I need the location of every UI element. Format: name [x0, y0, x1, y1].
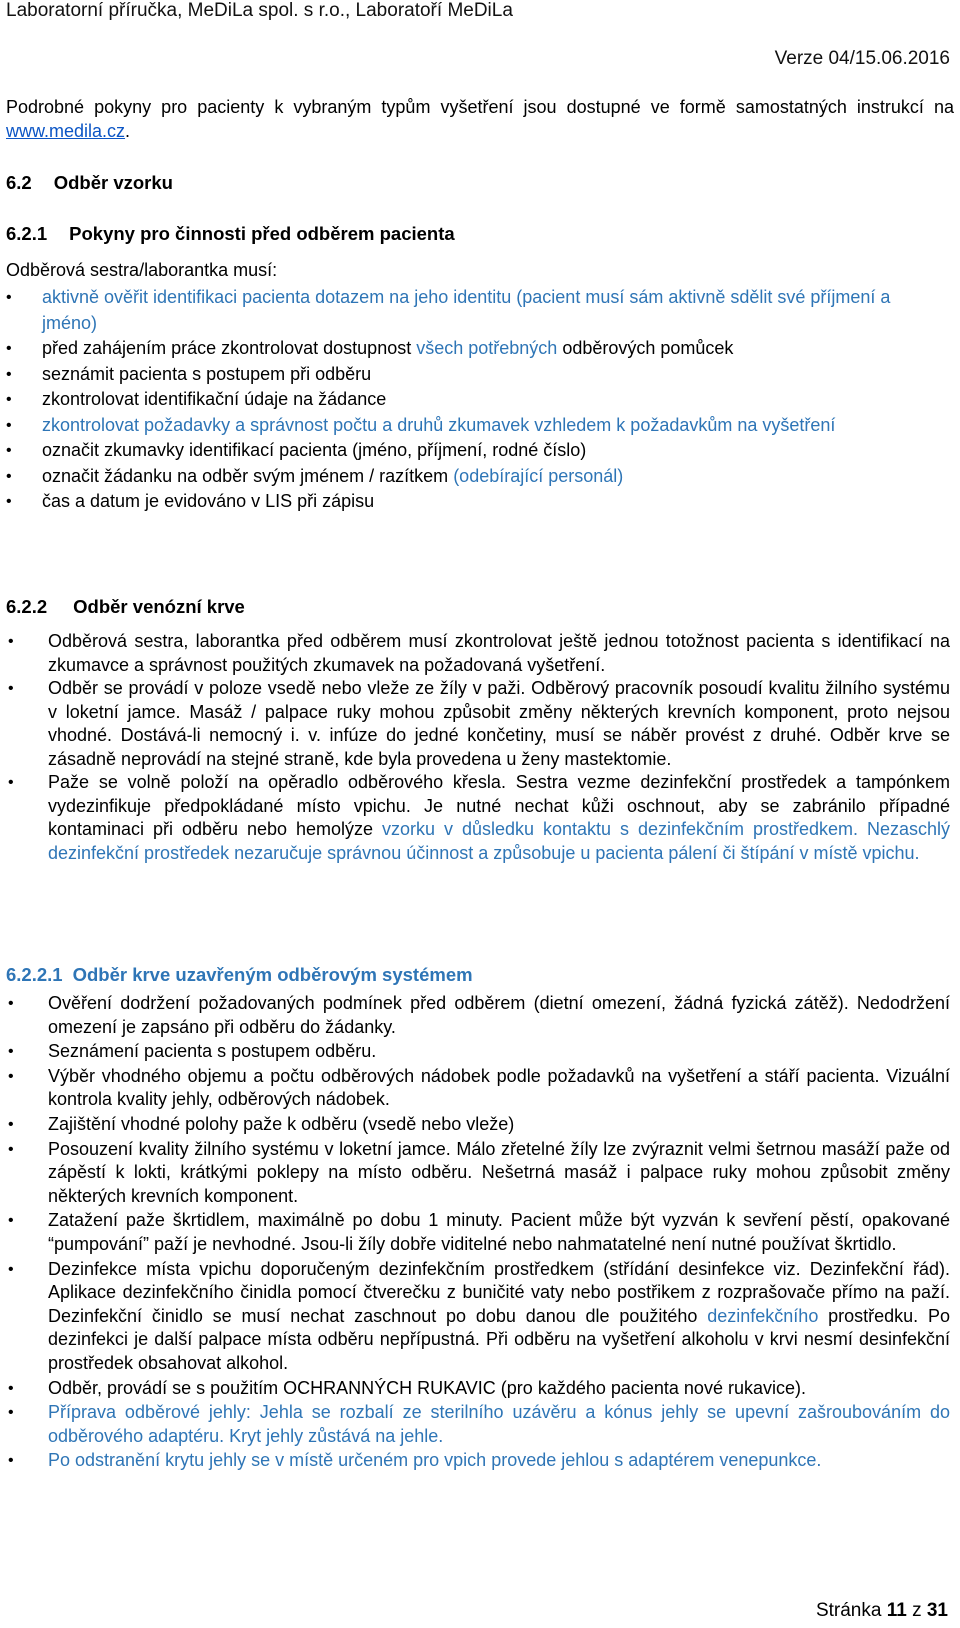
list-item-text: aktivně ověřit identifikaci pacienta dotazem na jeho identitu (pacient musí sám aktivně sdělit své příjmení a jméno)	[42, 287, 891, 333]
section-title: Odběr krve uzavřeným odběrovým systémem	[72, 964, 473, 985]
version-label: Verze 04/15.06.2016	[774, 48, 950, 69]
pre-collection-checklist	[42, 285, 950, 515]
list-item	[48, 1209, 950, 1256]
footer-sep: z	[912, 1600, 922, 1621]
intro-text-end: .	[125, 121, 131, 141]
section-number: 6.2.1	[6, 223, 48, 244]
list-item	[48, 992, 950, 1039]
list-item	[42, 387, 950, 413]
page-footer	[816, 1600, 948, 1622]
list-item-text: Posouzení kvality žilního systému v loketní jamce. Málo zřetelné žíly lze zvýraznit velmi šetrnou masáží paže od zápěstí k lokti, krátkými poklepy na místo odběru. Nešetrná masáž i palpace ruky mohou způsobit změny některých krevních komponent.	[48, 1138, 950, 1206]
list-item-text: zkontrolovat identifikační údaje na žádance	[42, 389, 387, 409]
list-item-text: prostředku. Po dezinfekci je další palpace místa odběru nepřípustná. Při odběru na vyšetření alkoholu v krvi nesmí desinfekční prostředek obsahovat alkohol.	[48, 1305, 950, 1373]
list-item-text: (odebírající personál)	[453, 465, 624, 486]
list-item-text: Po odstranění krytu jehly se v místě určeném pro vpich provede jehlou s adaptérem venepunkce.	[48, 1450, 822, 1471]
list-item	[48, 771, 950, 865]
venous-blood-list	[48, 630, 950, 865]
list-item	[42, 336, 950, 362]
list-item	[42, 438, 950, 464]
section-title: Pokyny pro činnosti před odběrem pacienta	[69, 223, 455, 244]
heading-6-2-1	[6, 223, 455, 245]
list-item-text: před zahájením práce zkontrolovat dostupnost	[42, 338, 417, 358]
intro-paragraph	[6, 95, 954, 143]
list-item	[48, 630, 950, 677]
list-item	[42, 489, 950, 515]
heading-6-2-2-1	[6, 964, 473, 986]
list-item-text: označit žádanku na odběr svým jménem / razítkem	[42, 465, 454, 486]
list-item	[48, 1258, 950, 1376]
list-item-text: čas a datum je evidováno v LIS při zápisu	[42, 491, 375, 511]
list-item	[42, 362, 950, 388]
intro-text: Podrobné pokyny pro pacienty k vybraným typům vyšetření jsou dostupné ve formě samostatných instrukcí na	[6, 97, 954, 117]
list-item-text: Odběrová sestra, laborantka před odběrem musí zkontrolovat ještě jednou totožnost pacienta s identifikací na zkumavce a správnost použitých zkumavek na požadovaná vyšetření.	[48, 631, 950, 675]
list-item	[48, 1401, 950, 1448]
list-item-text: Dezinfekce místa vpichu doporučeným dezinfekčním prostředkem (střídání desinfekce viz. Dezinfekční řád). Aplikace dezinfekčního činidla pomocí čtverečku z buničité vaty nebo postřikem z rozprašovače přímo na paží. Dezinfekční činidlo se musí nechat zaschnout po dobu danou dle použitého	[48, 1258, 950, 1326]
lead-text: Odběrová sestra/laborantka musí:	[6, 260, 278, 280]
list-item-text: označit zkumavky identifikací pacienta (jméno, příjmení, rodné číslo)	[42, 440, 587, 460]
list-item	[42, 413, 950, 439]
list-item-text: Seznámení pacienta s postupem odběru.	[48, 1041, 377, 1062]
list-item-text: Výběr vhodného objemu a počtu odběrových nádobek podle požadavků na vyšetření a stáří pacienta. Vizuální kontrola kvality jehly, odběrových nádobek.	[48, 1065, 950, 1110]
list-item	[48, 1065, 950, 1112]
list-item	[48, 677, 950, 771]
list-item-text: vzorku v důsledku kontaktu s dezinfekčním prostředkem. Nezaschlý dezinfekční prostředek nezaručuje správnou účinnost a způsobuje u pacienta pálení či štípání v místě vpichu.	[48, 819, 950, 863]
section-title: Odběr vzorku	[53, 172, 173, 193]
list-item-text: Ověření dodržení požadovaných podmínek před odběrem (dietní omezení, žádná fyzická zátěž). Nedodržení omezení je zapsáno při odběru do žádanky.	[48, 993, 950, 1037]
list-item-text: Zatažení paže škrtidlem, maximálně po dobu 1 minuty. Pacient může být vyzván k sevření pěstí, opakované “pumpování” paží je nevhodné. Jsou-li žíly dobře viditelné nebo nahmatatelné není nutné používat škrtidlo.	[48, 1210, 950, 1254]
list-item	[48, 1113, 950, 1137]
list-item-text: Zajištění vhodné polohy paže k odběru (vsedě nebo vleže)	[48, 1113, 515, 1134]
list-item	[48, 1449, 950, 1473]
list-item-text: Odběr, provádí se s použitím OCHRANNÝCH RUKAVIC (pro každého pacienta nové rukavice).	[48, 1377, 806, 1398]
list-item	[48, 1377, 950, 1401]
list-item	[48, 1040, 950, 1064]
list-item-text: Odběr se provádí v poloze vsedě nebo vleže ze žíly v paži. Odběrový pracovník posoudí kvalitu žilního systému v loketní jamce. Masáž / palpace ruky mohou způsobit změny některých krevních komponent, proto nejsou vhodné. Dostává-li nemocný i. v. infúze do jedné končetiny, musí se náběr provést z druhé. Odběr krve se zásadně neprovádí na stejné straně, kde byla provedena u ženy mastektomie.	[48, 678, 950, 769]
running-header: Laboratorní příručka, MeDiLa spol. s r.o., Laboratoří MeDiLa	[6, 0, 513, 21]
closed-system-list	[48, 992, 950, 1474]
list-item	[42, 285, 950, 336]
section-number: 6.2.2.1	[6, 964, 63, 985]
footer-page: 11	[886, 1600, 907, 1621]
list-item-text: Paže se volně položí na opěradlo odběrového křesla. Sestra vezme dezinfekční prostředek a tampónkem vydezinfikuje předpokládané místo vpichu. Je nutné nechat kůži oschnout, aby se zabránilo případné kontaminaci při odběru nebo hemolýze	[48, 772, 950, 839]
list-item-text: zkontrolovat požadavky a správnost počtu a druhů zkumavek vzhledem k požadavkům na vyšetření	[42, 414, 836, 435]
footer-prefix: Stránka	[815, 1600, 882, 1621]
list-item-text: seznámit pacienta s postupem při odběru	[42, 363, 372, 384]
section-number: 6.2	[6, 172, 32, 193]
footer-total: 31	[926, 1600, 948, 1621]
list-item-text: všech potřebných	[416, 338, 558, 358]
list-item	[48, 1138, 950, 1209]
heading-6-2-2	[6, 596, 245, 618]
heading-6-2	[6, 172, 173, 194]
section-number: 6.2.2	[6, 596, 48, 617]
list-item-text: Příprava odběrové jehly: Jehla se rozbalí ze sterilního uzávěru a kónus jehly se upevní zašroubováním do odběrového adaptéru. Kryt jehly zůstává na jehle.	[48, 1402, 950, 1446]
section-title: Odběr venózní krve	[73, 596, 245, 617]
list-item-text: dezinfekčního	[707, 1305, 819, 1326]
list-item-text: odběrových pomůcek	[557, 338, 734, 358]
list-item	[42, 464, 950, 490]
website-link[interactable]: www.medila.cz	[6, 121, 126, 141]
